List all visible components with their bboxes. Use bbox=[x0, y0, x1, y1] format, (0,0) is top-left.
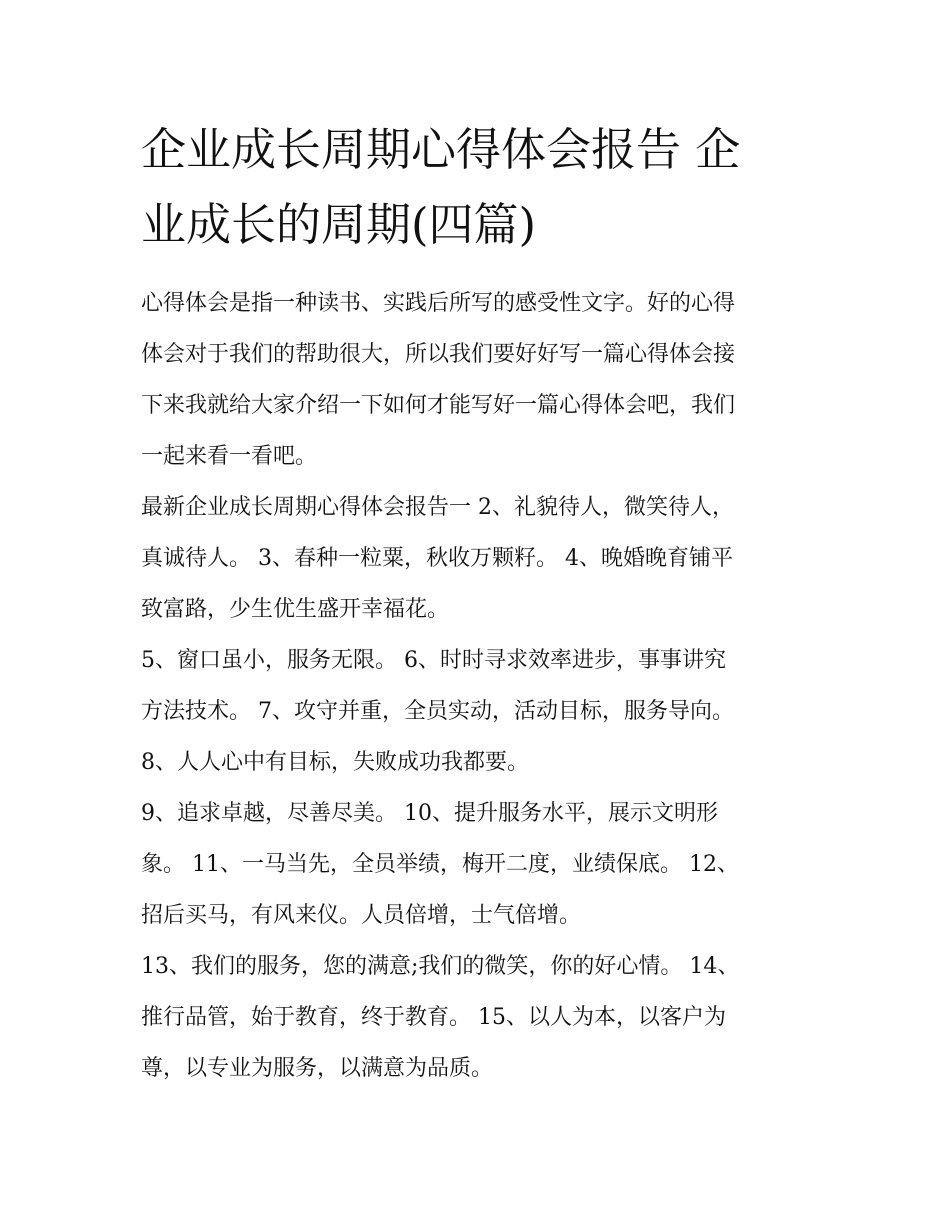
title-line: 企业成长周期心得体会报告 企 bbox=[141, 123, 741, 176]
text-line: 推行品管，始于教育，终于教育。 15、以人为本，以客户为 bbox=[141, 1005, 726, 1030]
text-line: 最新企业成长周期心得体会报告一 2、礼貌待人，微笑待人， bbox=[141, 495, 734, 520]
text-line: 致富路，少生优生盛开幸福花。 bbox=[141, 597, 450, 622]
body-paragraph bbox=[141, 941, 813, 1094]
body-paragraph bbox=[141, 788, 813, 941]
text-line: 体会对于我们的帮助很大，所以我们要好好写一篇心得体会接 bbox=[141, 342, 736, 367]
body-paragraph bbox=[141, 482, 813, 635]
document-title bbox=[141, 112, 813, 262]
text-line: 真诚待人。 3、春种一粒粟，秋收万颗籽。 4、晚婚晚育铺平 bbox=[141, 546, 733, 571]
title-line: 业成长的周期(四篇) bbox=[141, 198, 537, 251]
document-body bbox=[141, 112, 813, 1094]
text-line: 9、追求卓越，尽善尽美。 10、提升服务水平，展示文明形 bbox=[141, 801, 718, 826]
body-paragraph bbox=[141, 635, 813, 737]
body-paragraph bbox=[141, 737, 813, 788]
text-line: 尊，以专业为服务，以满意为品质。 bbox=[141, 1056, 494, 1081]
text-line: 方法技术。 7、攻守并重，全员实动，活动目标，服务导向。 bbox=[141, 699, 734, 724]
text-line: 8、人人心中有目标，失败成功我都要。 bbox=[141, 750, 529, 775]
text-line: 招后买马，有风来仪。人员倍增，士气倍增。 bbox=[141, 903, 582, 928]
text-line: 13、我们的服务，您的满意;我们的微笑，你的好心情。 14、 bbox=[141, 954, 740, 979]
text-line: 5、窗口虽小，服务无限。 6、时时寻求效率进步，事事讲究 bbox=[141, 648, 726, 673]
text-line: 下来我就给大家介绍一下如何才能写好一篇心得体会吧，我们 bbox=[141, 393, 736, 418]
text-line: 心得体会是指一种读书、实践后所写的感受性文字。好的心得 bbox=[141, 291, 736, 316]
text-line: 象。 11、一马当先，全员举绩，梅开二度，业绩保底。 12、 bbox=[141, 852, 739, 877]
intro-paragraph bbox=[141, 278, 813, 482]
text-line: 一起来看一看吧。 bbox=[141, 444, 318, 469]
